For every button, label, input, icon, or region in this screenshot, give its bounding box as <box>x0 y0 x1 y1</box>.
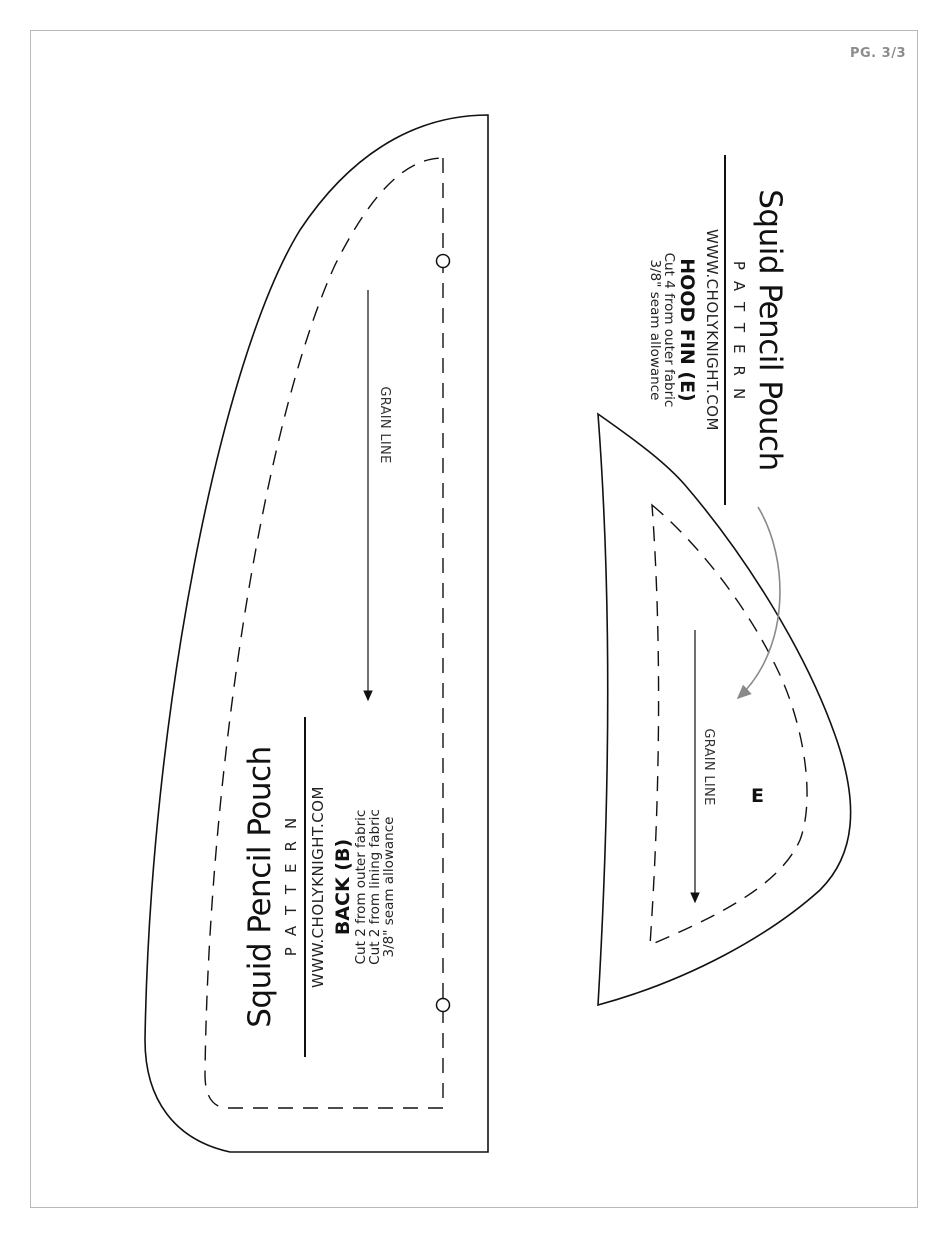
hood-fin-website: WWW.CHOLYKNIGHT.COM <box>703 229 722 431</box>
back-brand-rule <box>304 717 306 1057</box>
back-label-block <box>242 717 435 1057</box>
back-brand-title: Squid Pencil Pouch <box>242 746 278 1028</box>
hood-fin-piece-letter: E <box>751 785 764 807</box>
page-number: PG. 3/3 <box>849 46 906 61</box>
back-piece-name: BACK (B) <box>331 838 354 936</box>
back-brand-subtitle: PATTERN <box>282 805 300 957</box>
notch-marker-top <box>437 255 450 268</box>
hood-fin-brand-subtitle: PATTERN <box>730 260 748 412</box>
back-instruction-2: Cut 2 from lining fabric <box>366 809 383 965</box>
hood-fin-seam-line <box>650 505 807 945</box>
label-pointer-arrow <box>738 507 780 698</box>
back-website: WWW.CHOLYKNIGHT.COM <box>308 786 327 988</box>
hood-fin-instruction-1: Cut 4 from outer fabric <box>661 252 678 408</box>
hood-fin-brand-rule <box>725 155 727 505</box>
notch-marker-bottom <box>437 999 450 1012</box>
hood-fin-piece-name: HOOD FIN (E) <box>676 258 699 402</box>
hood-fin-brand-title: Squid Pencil Pouch <box>752 189 788 471</box>
back-instruction-1: Cut 2 from outer fabric <box>352 809 369 965</box>
back-instruction-3: 3/8" seam allowance <box>380 816 397 958</box>
hood-fin-label-block <box>615 155 788 505</box>
hood-fin-grain-label: GRAIN LINE <box>701 728 716 806</box>
hood-fin-instruction-2: 3/8" seam allowance <box>647 259 664 401</box>
back-grain-label: GRAIN LINE <box>377 386 392 464</box>
